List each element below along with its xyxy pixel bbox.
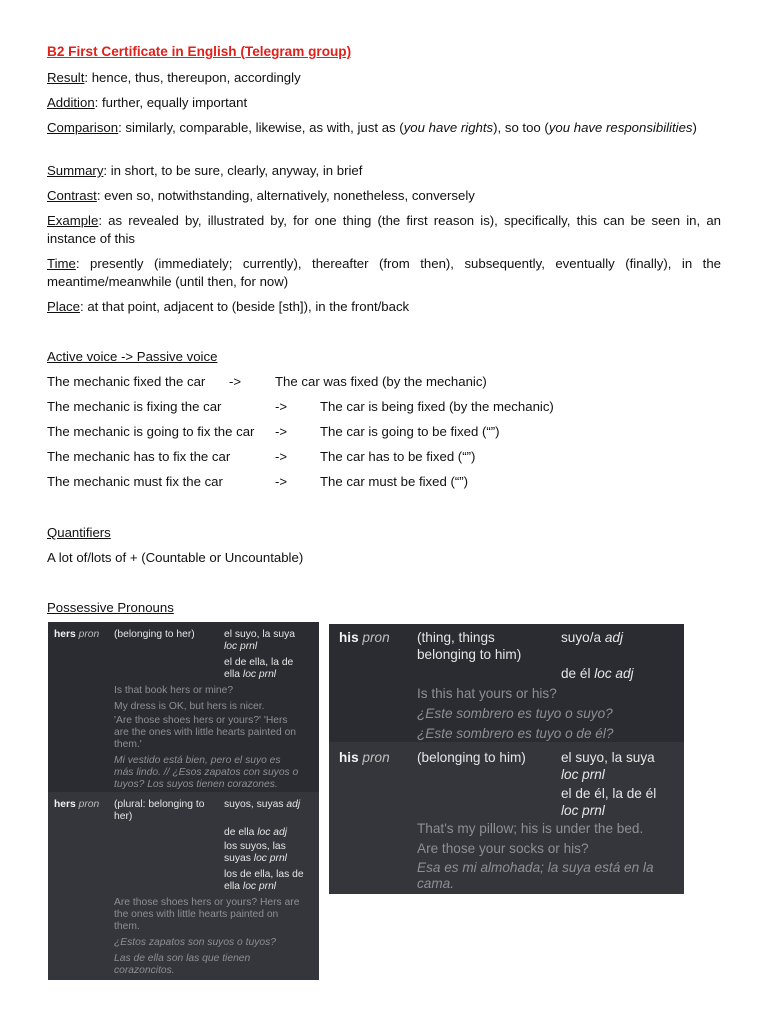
voice-row <box>47 374 721 392</box>
linker-text: : further, equally important <box>94 95 248 110</box>
arrow: -> <box>275 424 288 439</box>
possessive-heading: Possessive Pronouns <box>47 600 174 615</box>
active-sentence: The mechanic is going to fix the car <box>47 424 255 439</box>
example-translation: ¿Estos zapatos son suyos o tuyos? <box>114 937 276 948</box>
his-dictionary-panel <box>329 624 684 894</box>
translation: el suyo, la suya <box>224 629 295 640</box>
example: Is this hat yours or his? <box>417 686 557 701</box>
active-sentence: The mechanic fixed the car <box>47 374 206 389</box>
linker-text: : presently (immediately; currently), thereafter (from then), subsequently, eventually (finally), in the meantime/meanwhile (until then, for now) <box>47 256 721 289</box>
translation: suyas loc prnl <box>224 853 287 864</box>
passive-sentence: The car has to be fixed (“”) <box>320 449 476 464</box>
passive-sentence: The car must be fixed (“”) <box>320 474 469 489</box>
headword: his pron <box>339 750 390 765</box>
passive-sentence: The car is going to be fixed (“”) <box>320 424 500 439</box>
arrow: -> <box>229 374 242 389</box>
linker-term: Time <box>47 256 76 271</box>
quantifiers-text: A lot of/lots of + (Countable or Uncountable) <box>47 550 304 565</box>
example: My dress is OK, but hers is nicer. <box>114 701 265 712</box>
translation: el de él, la de él <box>561 786 657 801</box>
linker-comparison <box>47 119 721 137</box>
translation: los suyos, las <box>224 841 286 852</box>
linker-term: Place <box>47 299 80 314</box>
translation: suyos, suyas adj <box>224 799 301 810</box>
example-translation: ¿Este sombrero es tuyo o de él? <box>417 726 614 741</box>
example-translation: Mi vestido está bien, pero el suyo es <box>114 755 281 766</box>
voice-row <box>47 424 721 442</box>
voice-row <box>47 399 721 417</box>
linker-italic: you have responsibilities <box>548 120 693 135</box>
sense: (plural: belonging to <box>114 799 205 810</box>
linker-time <box>47 255 721 291</box>
example-translation: más lindo. // ¿Esos zapatos con suyos o <box>114 767 299 778</box>
passive-sentence: The car was fixed (by the mechanic) <box>275 374 487 389</box>
headword: hers pron <box>54 799 100 810</box>
linker-text: : even so, notwithstanding, alternatively, nonetheless, conversely <box>96 188 475 203</box>
linker-term: Addition <box>47 95 95 110</box>
document-title: B2 First Certificate in English (Telegram group) <box>47 44 352 59</box>
linker-text: : at that point, adjacent to (beside [sth]), in the front/back <box>80 299 410 314</box>
quantifiers-heading: Quantifiers <box>47 525 111 540</box>
linker-text: ), so too ( <box>493 120 549 135</box>
arrow: -> <box>275 399 288 414</box>
example: Are those shoes hers or yours? Hers are <box>114 897 300 908</box>
active-sentence: The mechanic has to fix the car <box>47 449 231 464</box>
active-sentence: The mechanic is fixing the car <box>47 399 222 414</box>
linker-text: : as revealed by, illustrated by, for one thing (the first reason is), specifically, this can be seen in, an instance of this <box>47 213 721 246</box>
translation: suyo/a adj <box>561 630 623 645</box>
linker-example <box>47 212 721 248</box>
translation: ella loc prnl <box>224 669 277 680</box>
example: Is that book hers or mine? <box>114 685 234 696</box>
example: 'Are those shoes hers or yours?' 'Hers <box>114 715 288 726</box>
linker-term: Result <box>47 70 85 85</box>
translation: de ella loc adj <box>224 827 287 838</box>
sense: belonging to him) <box>417 647 522 662</box>
sense: (belonging to him) <box>417 750 526 765</box>
linker-term: Summary <box>47 163 104 178</box>
translation-pos: loc prnl <box>224 641 258 652</box>
linker-summary <box>47 162 721 180</box>
linker-text: : in short, to be sure, clearly, anyway, in brief <box>103 163 363 178</box>
linker-text: : hence, thus, thereupon, accordingly <box>84 70 301 85</box>
headword: his pron <box>339 630 390 645</box>
linker-text: : similarly, comparable, likewise, as with, just as ( <box>118 120 404 135</box>
translation: los de ella, las de <box>224 869 304 880</box>
translation: el de ella, la de <box>224 657 294 668</box>
translation-pos: loc prnl <box>561 767 605 782</box>
entry-band <box>48 792 319 980</box>
example-translation: ¿Este sombrero es tuyo o suyo? <box>417 706 613 721</box>
linker-result <box>47 69 721 87</box>
hers-dictionary-panel <box>48 622 319 980</box>
translation-pos: loc prnl <box>561 803 605 818</box>
example: them.' <box>114 739 142 750</box>
linker-term: Comparison <box>47 120 119 135</box>
example-translation: tuyos? Los suyos tienen corazones. <box>114 779 278 790</box>
example: Are those your socks or his? <box>417 841 589 856</box>
voice-row <box>47 474 721 492</box>
linker-text: ) <box>692 120 697 135</box>
example-translation: Esa es mi almohada; la suya está en la <box>417 860 654 875</box>
translation: de él loc adj <box>561 666 634 681</box>
example-translation: corazoncitos. <box>114 965 175 976</box>
example-translation: cama. <box>417 876 455 891</box>
translation: ella loc prnl <box>224 881 277 892</box>
arrow: -> <box>275 474 288 489</box>
sense: (belonging to her) <box>114 629 195 640</box>
sense: (thing, things <box>417 630 495 645</box>
example: them. <box>114 921 140 932</box>
linker-italic: you have rights <box>403 120 494 135</box>
example: are the ones with little hearts painted on <box>114 727 297 738</box>
sense: her) <box>114 811 133 822</box>
example-translation: Las de ella son las que tienen <box>114 953 251 964</box>
arrow: -> <box>275 449 288 464</box>
active-sentence: The mechanic must fix the car <box>47 474 223 489</box>
linker-contrast <box>47 187 721 205</box>
voice-heading: Active voice -> Passive voice <box>47 349 218 364</box>
voice-row <box>47 449 721 467</box>
translation: el suyo, la suya <box>561 750 655 765</box>
linker-term: Contrast <box>47 188 97 203</box>
example: the ones with little hearts painted on <box>114 909 279 920</box>
passive-sentence: The car is being fixed (by the mechanic) <box>320 399 554 414</box>
example: That's my pillow; his is under the bed. <box>417 821 644 836</box>
linker-term: Example <box>47 213 99 228</box>
linker-addition <box>47 94 721 112</box>
headword: hers pron <box>54 629 100 640</box>
linker-place <box>47 298 721 316</box>
